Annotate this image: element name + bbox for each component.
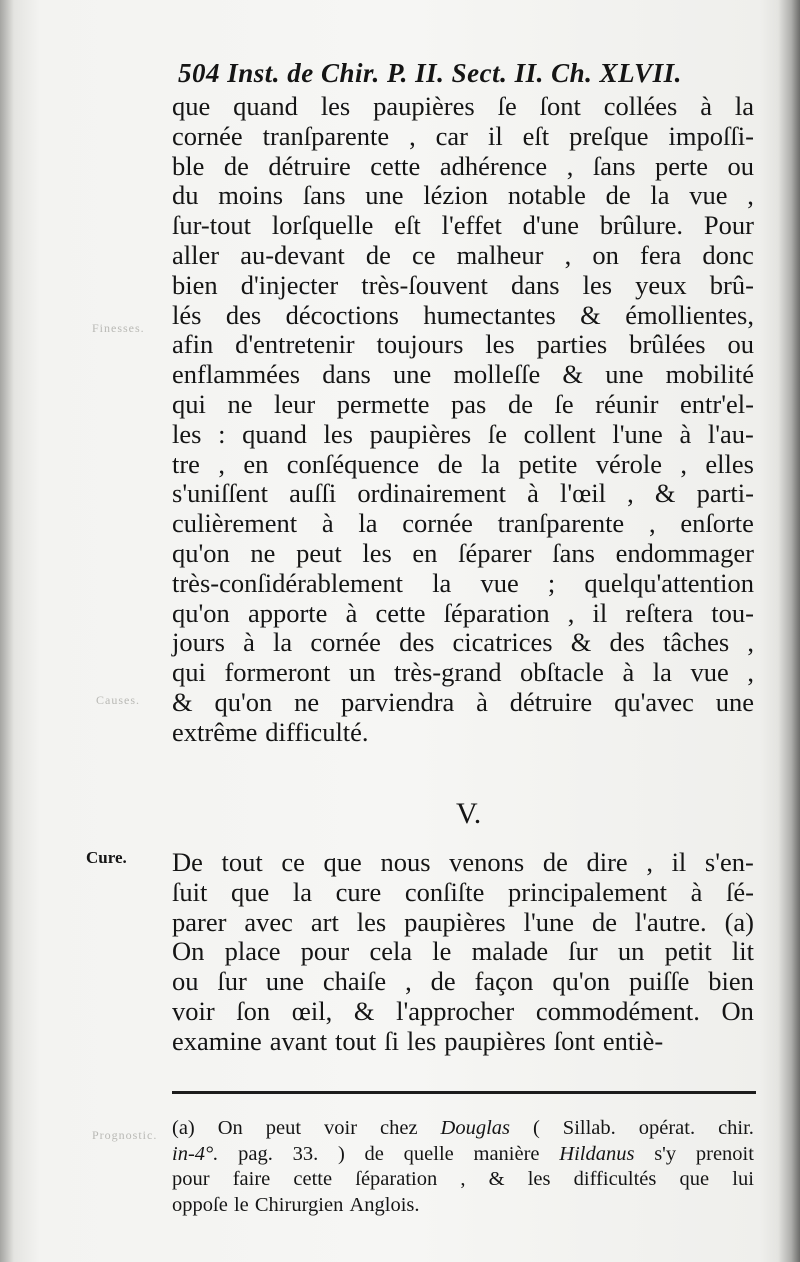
- text-line: ſuit que la cure conſiſte principalement à ſé-: [172, 876, 754, 907]
- footnote: [172, 1116, 754, 1218]
- text-line: in-4°. pag. 33. ) de quelle manière Hildanus s'y prenoit: [172, 1142, 754, 1165]
- bleed-through-note: Prognostic.: [92, 1128, 158, 1142]
- bleed-through-note: Finesses.: [92, 321, 145, 335]
- text-line: que quand les paupières ſe ſont collées à la: [172, 91, 754, 121]
- text-line: jours à la cornée des cicatrices & des tâches ,: [172, 627, 754, 658]
- text-line: extrême difficulté.: [172, 716, 369, 747]
- text-line: lés des décoctions humectantes & émollientes,: [172, 299, 754, 330]
- text-line: tre , en conſéquence de la petite vérole , elles: [172, 448, 754, 479]
- text-line: afin d'entretenir toujours les parties brûlées ou: [172, 329, 754, 360]
- text-line: (a) On peut voir chez Douglas ( Sillab. opérat. chir.: [172, 1117, 754, 1139]
- section-number: V.: [456, 797, 482, 830]
- text-line: enflammées dans une molleſſe & une mobilité: [172, 359, 754, 390]
- text-line: examine avant tout ſi les paupières ſont entiè-: [172, 1025, 664, 1056]
- text-line: du moins ſans une lézion notable de la vue ,: [172, 180, 754, 211]
- text-line: De tout ce que nous venons de dire , il s'en-: [172, 847, 754, 877]
- text-line: s'uniſſent auſſi ordinairement à l'œil , & parti-: [172, 478, 754, 509]
- text-line: qui ne leur permette pas de ſe réunir entr'el-: [172, 388, 754, 419]
- margin-note: Cure.: [86, 848, 127, 867]
- text-line: qu'on apporte à cette ſéparation , il reſtera tou-: [172, 597, 754, 628]
- text-line: pour faire cette ſéparation , & les difficultés que lui: [172, 1168, 754, 1190]
- running-header: 504 Inst. de Chir. P. II. Sect. II. Ch. XLVII.: [178, 58, 682, 88]
- text-line: très-conſidérablement la vue ; quelqu'attention: [172, 567, 754, 598]
- page-left-shadow: [0, 0, 14, 1262]
- text-line: qu'on ne peut les en ſéparer ſans endommager: [172, 537, 754, 568]
- text-line: ble de détruire cette adhérence , ſans perte ou: [172, 150, 754, 181]
- text-line: ou ſur une chaiſe , de façon qu'on puiſſe bien: [172, 966, 754, 997]
- text-line: les : quand les paupières ſe collent l'une à l'au-: [172, 418, 754, 449]
- text-line: oppoſe le Chirurgien Anglois.: [172, 1193, 420, 1216]
- text-line: On place pour cela le malade ſur un petit lit: [172, 936, 754, 967]
- cure-paragraph: [172, 848, 754, 1057]
- text-line: aller au-devant de ce malheur , on fera donc: [172, 239, 754, 270]
- page-right-shadow: [778, 0, 800, 1262]
- text-line: qui formeront un très-grand obſtacle à la vue ,: [172, 657, 754, 688]
- footnote-rule: [172, 1091, 756, 1094]
- text-line: voir ſon œil, & l'approcher commodément. On: [172, 995, 754, 1026]
- text-line: & qu'on ne parviendra à détruire qu'avec une: [172, 686, 754, 717]
- text-line: ſur-tout lorſquelle eſt l'effet d'une brûlure. Pour: [172, 210, 754, 241]
- main-paragraph: [172, 92, 754, 748]
- text-line: culièrement à la cornée tranſparente , enſorte: [172, 508, 754, 539]
- bleed-through-note: Causes.: [96, 693, 140, 707]
- text-line: cornée tranſparente , car il eſt preſque impoſſi-: [172, 120, 754, 151]
- text-line: bien d'injecter très-ſouvent dans les yeux brû-: [172, 269, 754, 300]
- text-line: parer avec art les paupières l'une de l'autre. (a): [172, 906, 754, 937]
